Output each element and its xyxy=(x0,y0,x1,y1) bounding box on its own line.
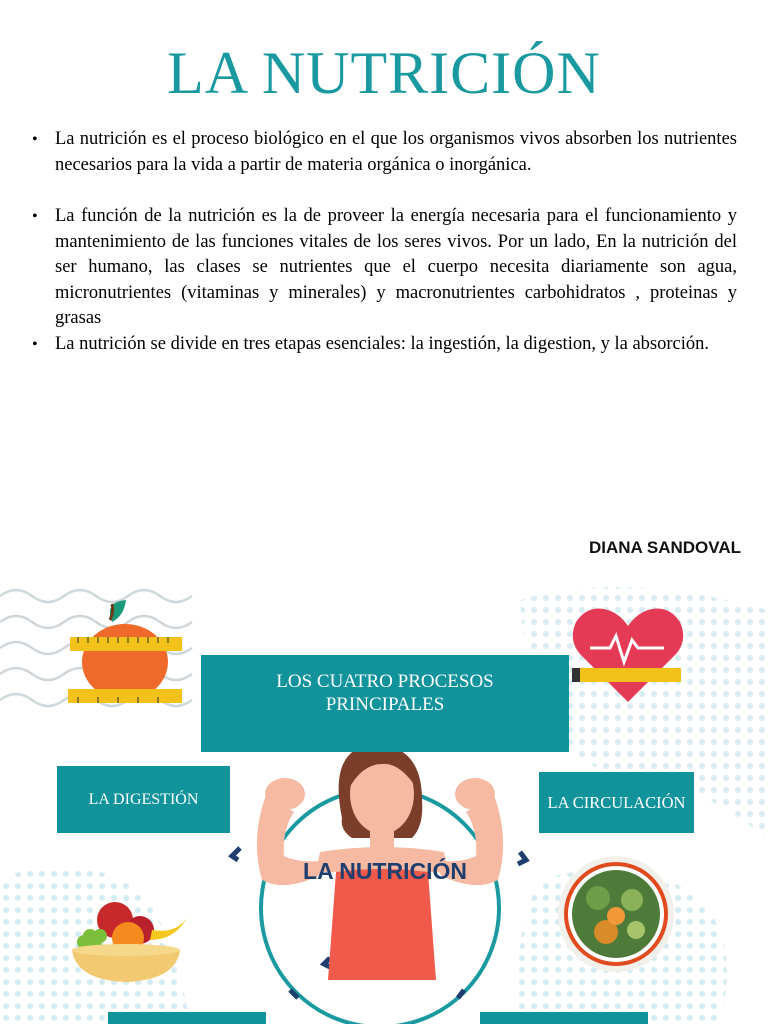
bullet-marker: • xyxy=(32,131,38,148)
bullet-item xyxy=(30,127,737,178)
digestion-box xyxy=(57,766,230,833)
main-process-box xyxy=(201,655,569,752)
circulation-box xyxy=(539,772,694,833)
page-title: LA NUTRICIÓN xyxy=(167,40,601,106)
center-label: LA NUTRICIÓN xyxy=(303,858,467,884)
bullet-marker: • xyxy=(32,208,38,225)
bullet-item xyxy=(30,332,737,358)
author-name: DIANA SANDOVAL xyxy=(588,538,741,557)
bullet-list xyxy=(30,127,737,357)
bullet-marker: • xyxy=(32,335,38,353)
digestion-label: LA DIGESTIÓN xyxy=(88,790,199,808)
circulation-label: LA CIRCULACIÓN xyxy=(547,793,686,812)
bullet-item xyxy=(30,204,737,332)
nutrition-infographic xyxy=(0,580,768,1024)
bottom-bar-left xyxy=(108,1012,266,1024)
main-process-label: LOS CUATRO PROCESOS PRINCIPALES xyxy=(276,670,494,715)
bullet-text: La nutrición es el proceso biológico en el que los organismos vivos absorben los nutrientes necesarios para la vida a partir de materia orgánica o inorgánica. xyxy=(55,129,737,175)
bullet-text: La función de la nutrición es la de proveer la energía necesaria para el funcionamiento y mantenimiento de las funciones vitales de los seres vivos. Por un lado, En la nutrición del ser humano, las clases se nutrientes que el cuerpo necesita diariamente son agua, micronutrientes (vitaminas y minerales) y macronutrientes carbohidratos , proteinas y grasas xyxy=(55,206,737,328)
bullet-text: La nutrición se divide en tres etapas esenciales: la ingestión, la digestion, y la absorción. xyxy=(55,333,709,354)
bottom-bar-right xyxy=(480,1012,648,1024)
salad-bowl-icon xyxy=(558,856,674,972)
